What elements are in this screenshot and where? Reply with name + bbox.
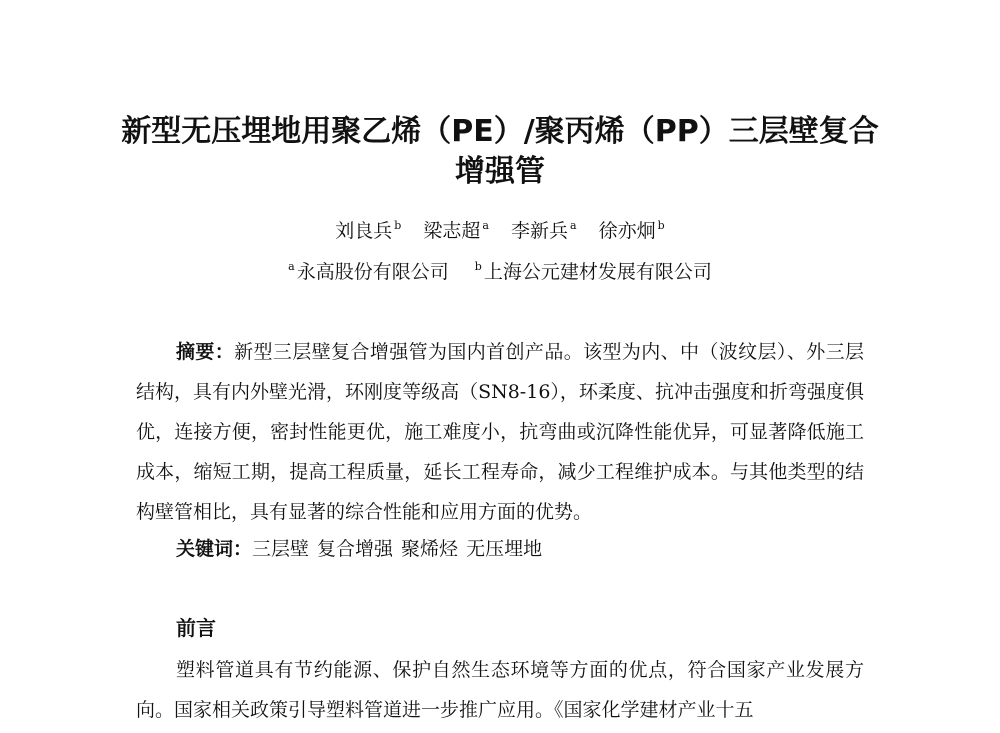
affiliation-list bbox=[0, 254, 1000, 285]
section-heading: 前言 bbox=[176, 616, 216, 640]
keyword: 无压埋地 bbox=[466, 538, 543, 560]
keyword: 聚烯烃 bbox=[401, 538, 459, 560]
keywords bbox=[176, 532, 550, 566]
affiliation-name: 上海公元建材发展有限公司 bbox=[483, 261, 712, 283]
keyword: 三层壁 bbox=[252, 538, 310, 560]
affiliation bbox=[475, 261, 712, 283]
author-affiliation-mark: b bbox=[394, 219, 402, 232]
author-name: 梁志超 bbox=[423, 220, 481, 242]
abstract-text: 新型三层壁复合增强管为国内首创产品。该型为内、中（波纹层）、外三层结构，具有内外壁光滑，环刚度等级高（SN8-16），环柔度、抗冲击强度和折弯强度俱优，连接方便，密封性能更优，施工难度小，抗弯曲或沉降性能优异，可显著降低施工成本，缩短工期，提高工程质量，延长工程寿命，减少工程维护成本。与其他类型的结构壁管相比，具有显著的综合性能和应用方面的优势。 bbox=[136, 341, 864, 523]
body-paragraph: 塑料管道具有节约能源、保护自然生态环境等方面的优点，符合国家产业发展方向。国家相关政策引导塑料管道进一步推广应用。《国家化学建材产业十五 bbox=[136, 659, 864, 721]
author-affiliation-mark: a bbox=[570, 219, 577, 232]
author bbox=[423, 220, 489, 242]
paper-title bbox=[120, 112, 880, 192]
affiliation bbox=[288, 261, 449, 283]
author bbox=[511, 220, 577, 242]
keywords-label: 关键词： bbox=[176, 538, 253, 560]
author-name: 刘良兵 bbox=[335, 220, 393, 242]
abstract-label: 摘要： bbox=[176, 341, 235, 363]
keyword: 复合增强 bbox=[317, 538, 394, 560]
author-list bbox=[0, 213, 1000, 244]
paper-title-line-2: 增强管 bbox=[455, 154, 545, 189]
author-affiliation-mark: b bbox=[657, 219, 665, 232]
author-name: 李新兵 bbox=[511, 220, 569, 242]
author-name: 徐亦炯 bbox=[598, 220, 656, 242]
affiliation-mark: b bbox=[474, 260, 482, 273]
abstract bbox=[136, 332, 864, 532]
author bbox=[335, 220, 401, 242]
paper-title-line-1: 新型无压埋地用聚乙烯（PE）/聚丙烯（PP）三层壁复合 bbox=[121, 114, 879, 149]
affiliation-name: 永高股份有限公司 bbox=[296, 261, 449, 283]
author bbox=[599, 220, 665, 242]
affiliation-mark: a bbox=[288, 260, 295, 273]
author-affiliation-mark: a bbox=[482, 219, 489, 232]
